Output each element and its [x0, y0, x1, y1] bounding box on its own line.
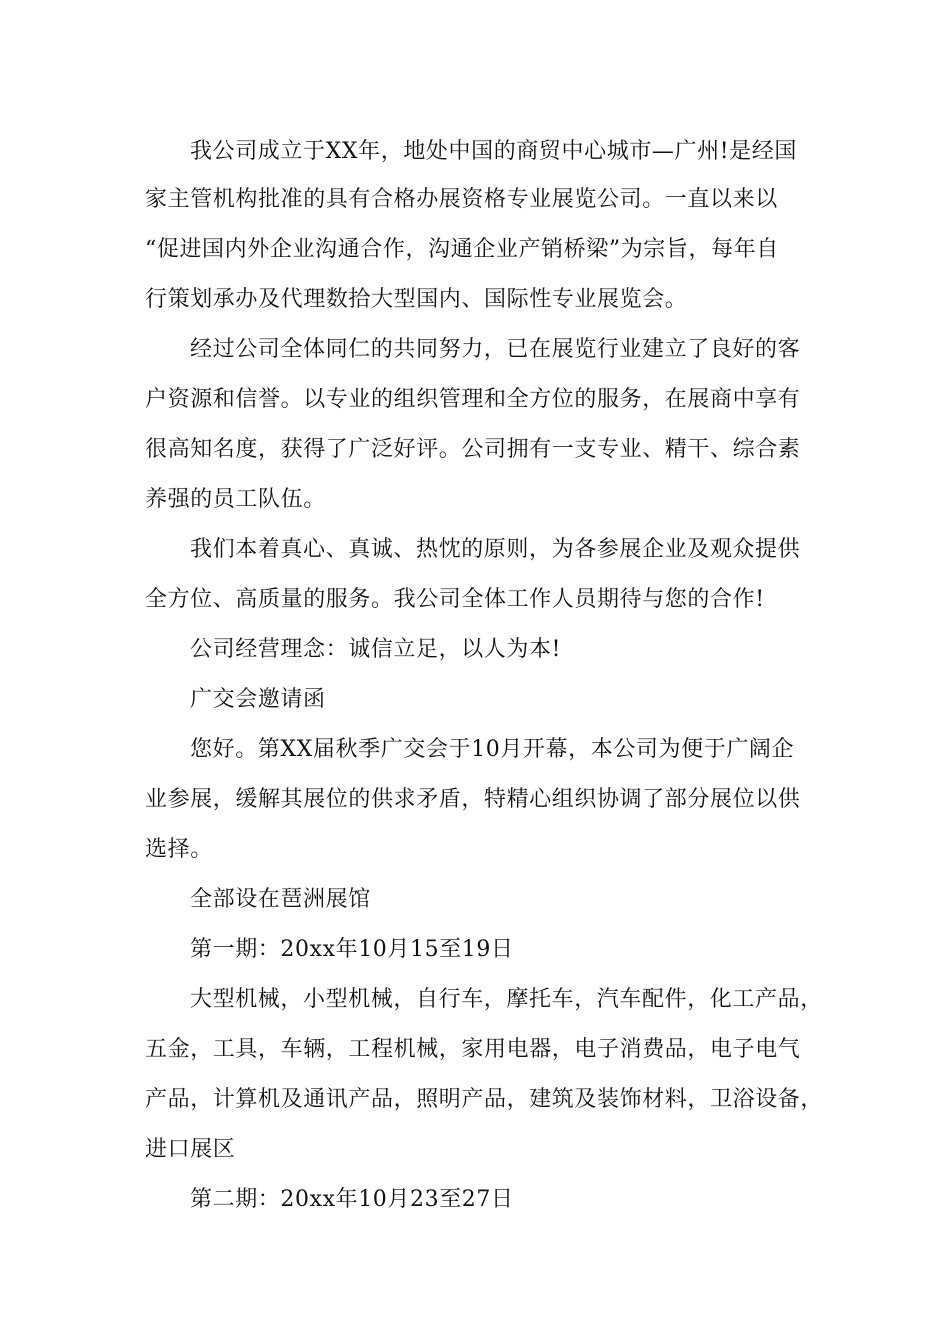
text-line: 家主管机构批准的具有合格办展资格专业展览公司。一直以来以 — [145, 187, 778, 212]
section-heading: 广交会邀请函 — [190, 687, 326, 712]
text-line: “促进国内外企业沟通合作，沟通企业产销桥梁”为宗旨，每年自 — [145, 237, 779, 262]
text-line: 公司经营理念：诚信立足，以人为本! — [190, 637, 562, 662]
text-line: 全方位、高质量的服务。我公司全体工作人员期待与您的合作! — [145, 587, 765, 612]
text-line: 经过公司全体同仁的共同努力，已在展览行业建立了良好的客 — [190, 337, 801, 362]
text-line: 全部设在琶洲展馆 — [190, 887, 371, 912]
text-line: 产品，计算机及通讯产品，照明产品，建筑及装饰材料，卫浴设备， — [145, 1087, 824, 1112]
text-line: 行策划承办及代理数拾大型国内、国际性专业展览会。 — [145, 287, 688, 312]
text-line: 户资源和信誉。以专业的组织管理和全方位的服务，在展商中享有 — [145, 387, 801, 412]
text-line: 选择。 — [145, 837, 213, 862]
text-line: 我公司成立于XX年，地处中国的商贸中心城市—广州!是经国 — [190, 139, 797, 164]
text-line: 进口展区 — [145, 1137, 236, 1162]
text-line: 很高知名度，获得了广泛好评。公司拥有一支专业、精干、综合素 — [145, 437, 801, 462]
text-line: 大型机械，小型机械，自行车，摩托车，汽车配件，化工产品， — [190, 987, 823, 1012]
text-line: 业参展，缓解其展位的供求矛盾，特精心组织协调了部分展位以供 — [145, 787, 801, 812]
text-line: 您好。第XX届秋季广交会于10月开幕，本公司为便于广阔企 — [190, 737, 795, 762]
text-line: 第二期：20xx年10月23至27日 — [190, 1187, 514, 1212]
text-line: 五金，工具，车辆，工程机械，家用电器，电子消费品，电子电气 — [145, 1037, 801, 1062]
text-line: 我们本着真心、真诚、热忱的原则，为各参展企业及观众提供 — [190, 537, 801, 562]
text-line: 第一期：20xx年10月15至19日 — [190, 937, 514, 962]
text-line: 养强的员工队伍。 — [145, 487, 326, 512]
